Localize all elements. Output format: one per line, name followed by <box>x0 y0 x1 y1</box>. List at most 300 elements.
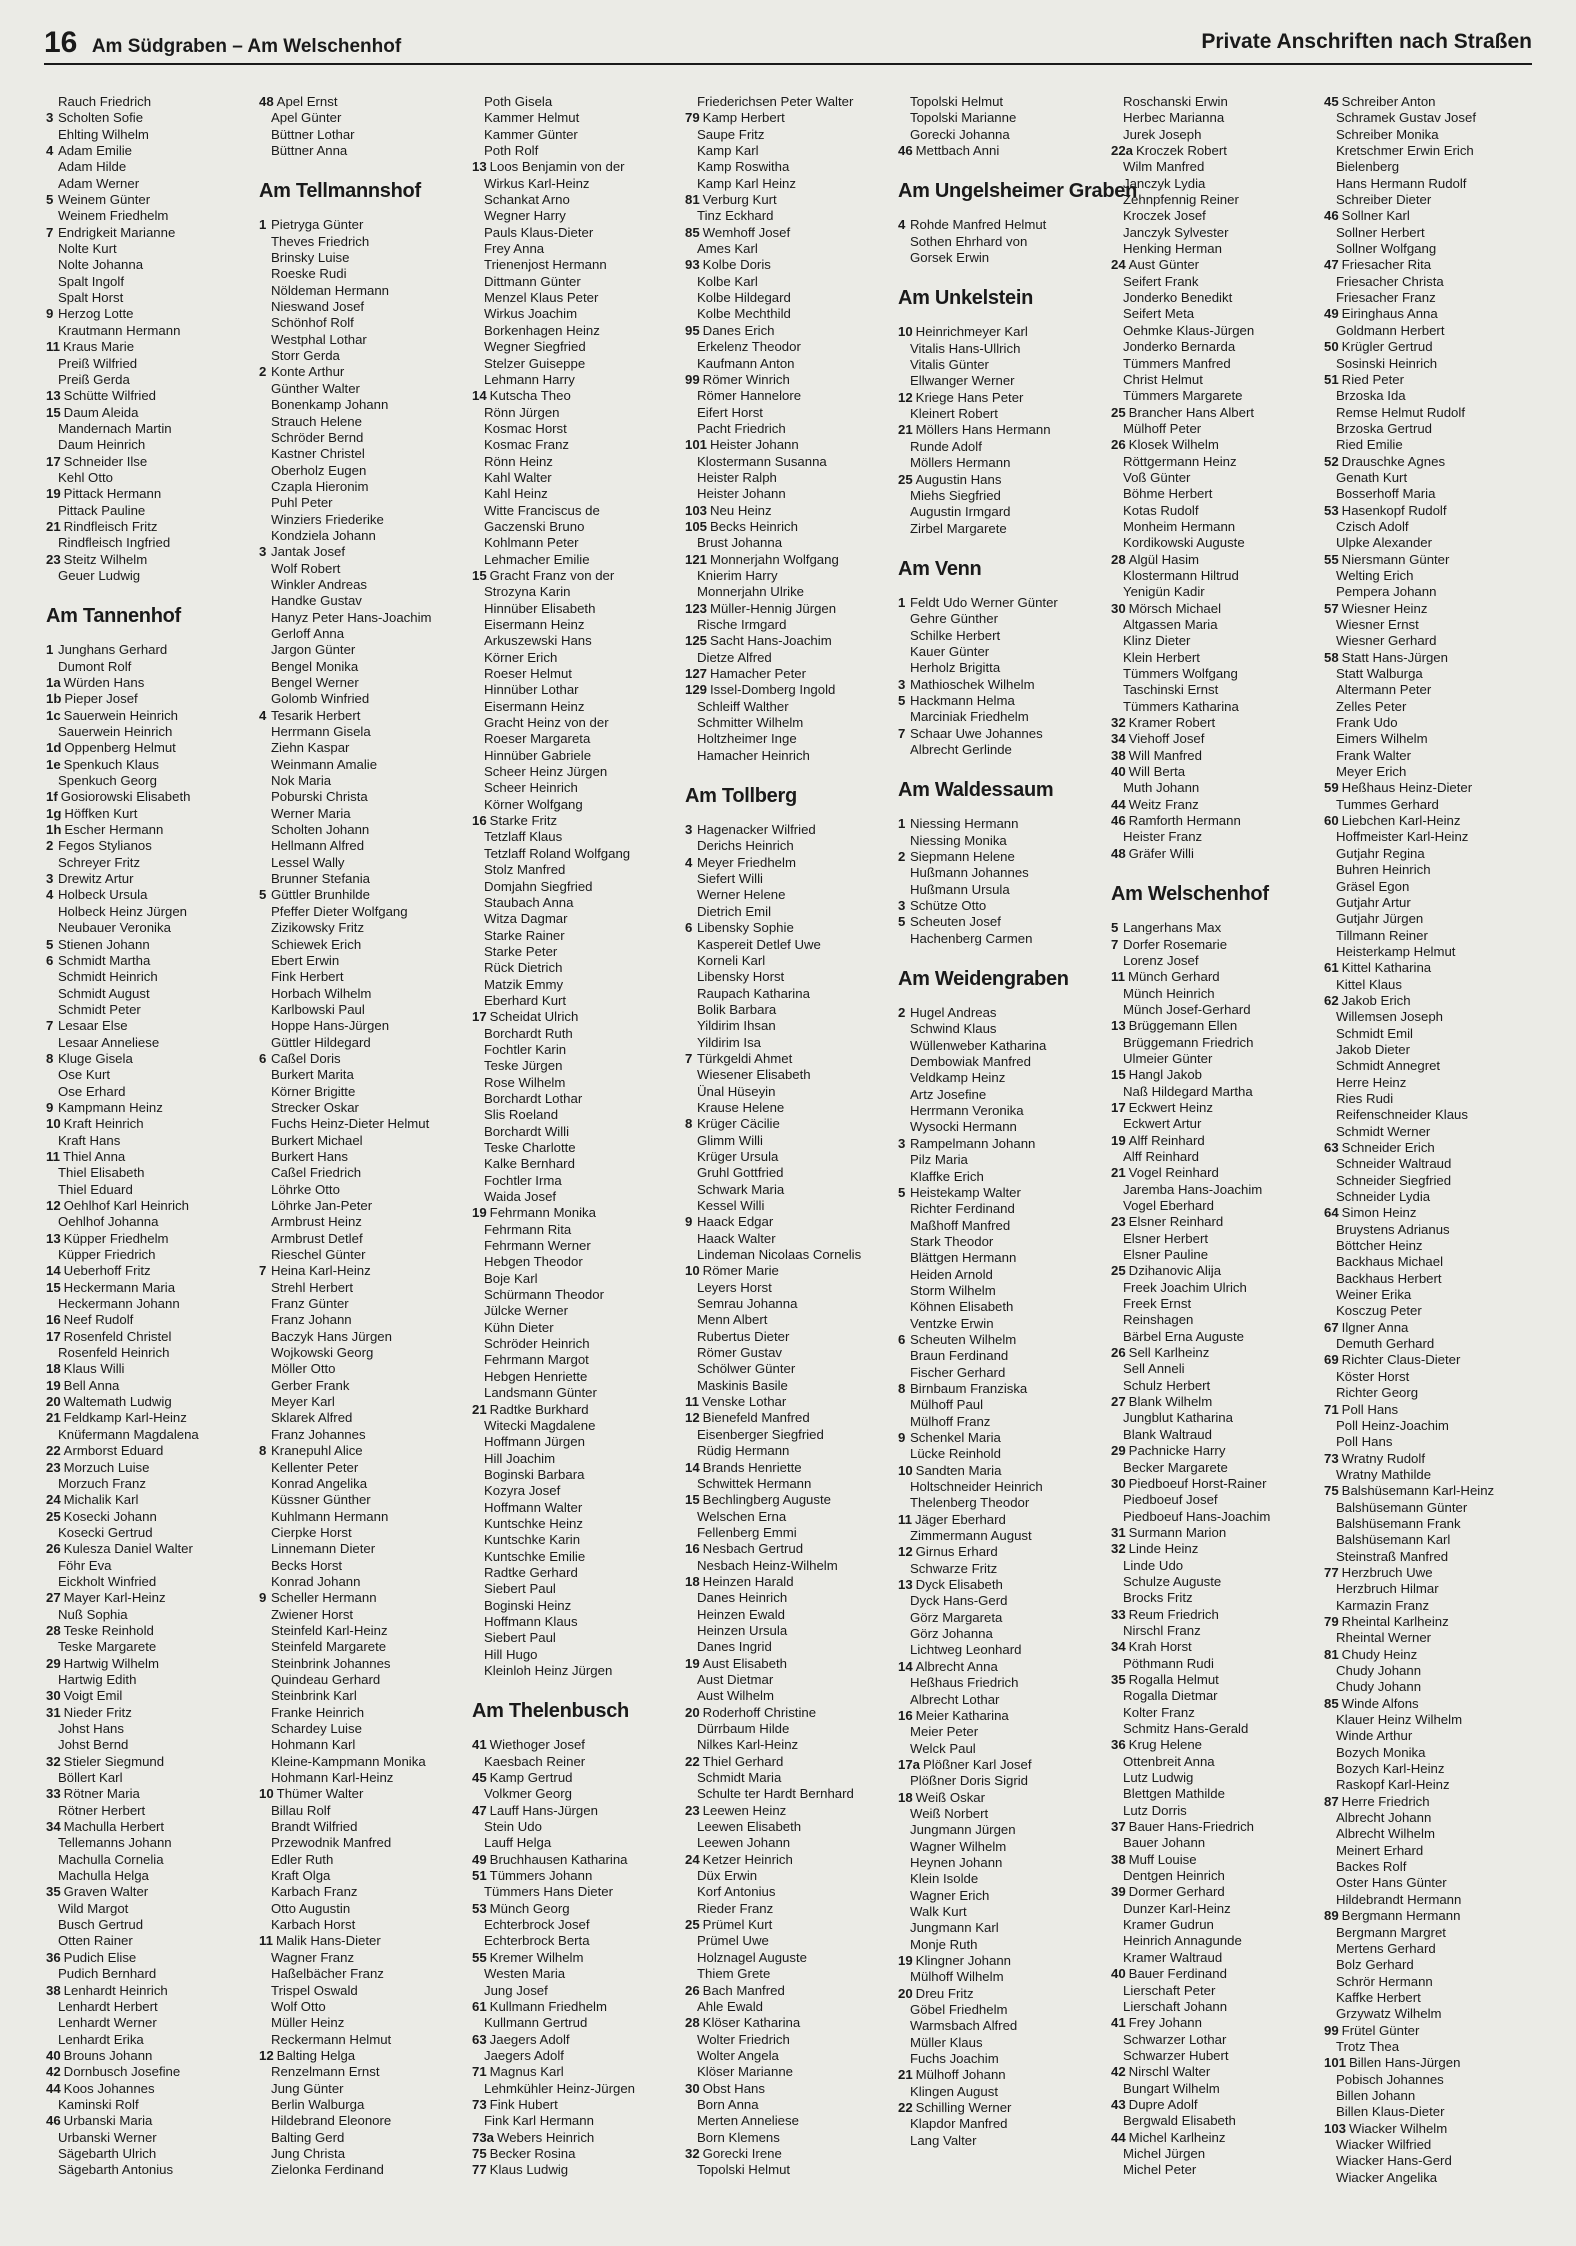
resident-entry <box>898 1430 1104 1446</box>
resident-name: Fegos Stylianos <box>58 838 152 854</box>
resident-entry <box>472 682 678 698</box>
resident-entry <box>472 1532 678 1548</box>
resident-name: Albrecht Anna <box>915 1658 998 1674</box>
resident-name: Otto Augustin <box>271 1900 351 1916</box>
resident-name: Kaspereit Detlef Uwe <box>697 936 821 952</box>
resident-entry <box>1111 143 1317 159</box>
house-number: 8 <box>259 1443 267 1459</box>
house-number: 1b <box>46 691 62 707</box>
resident-name: Wemhoff Josef <box>702 224 791 240</box>
resident-entry <box>46 1018 252 1034</box>
resident-entry <box>898 882 1104 898</box>
resident-name: Küpper Friedrich <box>58 1247 156 1263</box>
resident-name: Heistekamp Walter <box>910 1184 1021 1200</box>
resident-name: Gutjahr Regina <box>1336 845 1425 861</box>
resident-name: Frütel Günter <box>1341 2022 1420 2038</box>
address-columns <box>46 94 1534 2234</box>
resident-entry <box>898 677 1104 693</box>
house-number: 25 <box>1111 404 1126 420</box>
resident-entry <box>1111 454 1317 470</box>
resident-name: Hildebrandt Hermann <box>1336 1891 1462 1907</box>
resident-entry <box>46 2081 252 2097</box>
resident-name: Hoffmeister Karl-Heinz <box>1336 829 1469 845</box>
resident-entry <box>1324 1009 1530 1025</box>
resident-entry <box>259 1754 465 1770</box>
resident-entry <box>472 1868 678 1884</box>
resident-entry <box>472 1835 678 1851</box>
resident-entry <box>685 143 891 159</box>
resident-name: Vogel Reinhard <box>1128 1165 1219 1181</box>
resident-entry <box>898 595 1104 611</box>
resident-entry <box>46 1819 252 1835</box>
resident-entry <box>472 372 678 388</box>
resident-entry <box>1324 2153 1530 2169</box>
resident-name: Fochtler Karin <box>484 1041 567 1057</box>
resident-entry <box>898 488 1104 504</box>
resident-entry <box>898 1054 1104 1070</box>
resident-name: Stieler Siegmund <box>63 1753 165 1769</box>
resident-name: Wagner Wilhelm <box>910 1838 1007 1854</box>
resident-entry <box>472 388 678 404</box>
resident-entry <box>259 143 465 159</box>
resident-name: Ramforth Hermann <box>1128 813 1241 829</box>
resident-name: Wegner Harry <box>484 208 566 224</box>
resident-name: Klöser Katharina <box>702 2015 801 2031</box>
resident-entry <box>1111 633 1317 649</box>
resident-name: Krautmann Hermann <box>58 322 181 338</box>
resident-name: Gerber Frank <box>271 1377 350 1393</box>
resident-name: Dorfer Rosemarie <box>1123 936 1228 952</box>
resident-entry <box>898 1267 1104 1283</box>
resident-entry <box>259 1509 465 1525</box>
resident-name: Eickholt Winfried <box>58 1573 157 1589</box>
resident-entry <box>472 159 678 175</box>
house-number: 14 <box>472 388 487 404</box>
resident-name: Kroczek Robert <box>1136 143 1227 159</box>
resident-entry <box>898 1577 1104 1593</box>
resident-name: Sosinski Heinrich <box>1336 355 1438 371</box>
resident-name: Heister Johann <box>710 437 799 453</box>
resident-name: Kolbe Karl <box>697 273 758 289</box>
resident-name: Haack Walter <box>697 1230 776 1246</box>
resident-entry <box>685 1443 891 1459</box>
resident-name: Werner Maria <box>271 805 351 821</box>
resident-entry <box>259 659 465 675</box>
resident-name: Günther Walter <box>271 380 360 396</box>
resident-entry <box>1111 1884 1317 1900</box>
resident-entry <box>472 1320 678 1336</box>
resident-entry <box>46 1067 252 1083</box>
resident-entry <box>1324 1500 1530 1516</box>
house-number: 5 <box>259 887 267 903</box>
resident-name: Jaremba Hans-Joachim <box>1123 1181 1263 1197</box>
resident-name: Taschinski Ernst <box>1123 682 1219 698</box>
resident-name: Güttler Hildegard <box>271 1034 371 1050</box>
resident-name: Girnus Erhard <box>915 1544 998 1560</box>
resident-name: Schardey Luise <box>271 1721 362 1736</box>
resident-name: Schröder Bernd <box>271 429 364 445</box>
resident-entry <box>472 1852 678 1868</box>
resident-entry <box>259 593 465 609</box>
resident-entry <box>898 1218 1104 1234</box>
resident-entry <box>1324 682 1530 698</box>
resident-name: Schwarzer Lothar <box>1123 2031 1227 2047</box>
resident-name: Endrigkeit Marianne <box>58 224 176 240</box>
street-heading: Am Waldessaum <box>898 779 1054 802</box>
resident-entry <box>685 1280 891 1296</box>
resident-name: Schölwer Günter <box>697 1361 796 1377</box>
resident-name: Wüllenweber Katharina <box>910 1037 1047 1053</box>
resident-name: Libensky Sophie <box>697 920 794 936</box>
resident-entry <box>898 1642 1104 1658</box>
house-number: 25 <box>46 1508 61 1524</box>
house-number: 55 <box>1324 551 1339 567</box>
resident-name: Bozych Karl-Heinz <box>1336 1761 1445 1777</box>
resident-name: Kleine-Kampmann Monika <box>271 1753 426 1769</box>
resident-entry <box>1324 1369 1530 1385</box>
resident-entry <box>685 1214 891 1230</box>
resident-name: Lang Valter <box>910 2132 977 2148</box>
resident-entry <box>1111 1084 1317 1100</box>
resident-name: Lenhardt Werner <box>58 2015 157 2031</box>
resident-entry <box>1324 633 1530 649</box>
resident-entry <box>685 2146 891 2162</box>
resident-entry <box>1111 421 1317 437</box>
resident-entry <box>685 1623 891 1639</box>
resident-name: Apel Ernst <box>276 94 338 109</box>
resident-entry <box>1324 1957 1530 1973</box>
resident-name: Teske Margarete <box>58 1639 157 1655</box>
resident-entry <box>1111 2162 1317 2178</box>
resident-name: Wolter Angela <box>697 2047 779 2063</box>
resident-name: Ehlting Wilhelm <box>58 126 149 142</box>
resident-name: Wiesener Elisabeth <box>697 1067 811 1083</box>
resident-entry <box>472 2048 678 2064</box>
resident-entry <box>1324 1075 1530 1091</box>
resident-entry <box>46 290 252 306</box>
resident-entry <box>898 1790 1104 1806</box>
resident-entry <box>1111 127 1317 143</box>
resident-name: Schwittek Hermann <box>697 1475 812 1491</box>
house-number: 13 <box>472 159 487 175</box>
resident-name: Jung Christa <box>271 2145 346 2161</box>
resident-entry <box>1324 1794 1530 1810</box>
resident-name: Pudich Elise <box>63 1949 137 1965</box>
resident-entry <box>472 1663 678 1679</box>
resident-name: Kaufmann Anton <box>697 355 795 371</box>
resident-name: Heßhaus Heinz-Dieter <box>1341 780 1473 796</box>
resident-name: Römer Hannelore <box>697 388 802 404</box>
house-number: 15 <box>1111 1067 1126 1083</box>
resident-name: Gorecki Irene <box>702 2145 782 2161</box>
resident-name: Dreu Fritz <box>915 1985 974 2001</box>
resident-name: Eisermann Heinz <box>484 617 585 632</box>
resident-entry <box>898 1855 1104 1871</box>
resident-entry <box>685 290 891 306</box>
resident-name: Kutscha Theo <box>489 388 571 404</box>
resident-entry <box>46 1443 252 1459</box>
resident-entry <box>259 127 465 143</box>
house-number: 3 <box>898 898 906 914</box>
resident-entry <box>472 1173 678 1189</box>
resident-name: Starke Rainer <box>484 927 565 943</box>
house-number: 1 <box>46 642 54 658</box>
resident-entry <box>1111 1116 1317 1132</box>
resident-entry <box>259 1198 465 1214</box>
resident-name: Muth Johann <box>1123 780 1200 796</box>
resident-name: Fochtler Irma <box>484 1172 562 1188</box>
resident-entry <box>46 1574 252 1590</box>
resident-entry <box>472 780 678 796</box>
resident-name: Jonderko Benedikt <box>1123 290 1233 306</box>
resident-entry <box>259 1067 465 1083</box>
resident-name: Nieswand Josef <box>271 299 365 315</box>
resident-name: Hasenkopf Rudolf <box>1341 502 1447 518</box>
resident-name: Wojkowski Georg <box>271 1345 374 1361</box>
resident-name: Ose Erhard <box>58 1083 126 1099</box>
resident-entry <box>898 94 1104 110</box>
resident-name: Derichs Heinrich <box>697 838 794 854</box>
resident-name: Kluge Gisela <box>58 1050 133 1066</box>
resident-entry <box>46 1672 252 1688</box>
resident-name: Rindfleisch Fritz <box>63 518 158 534</box>
resident-entry <box>1324 1254 1530 1270</box>
resident-name: Bonenkamp Johann <box>271 397 389 413</box>
resident-name: Starke Peter <box>484 943 558 959</box>
resident-name: Kahl Walter <box>484 469 552 485</box>
house-number: 7 <box>259 1263 267 1279</box>
resident-name: Kotas Rudolf <box>1123 502 1199 518</box>
resident-name: Rubertus Dieter <box>697 1328 790 1344</box>
resident-entry <box>1324 928 1530 944</box>
resident-entry <box>1111 1427 1317 1443</box>
resident-name: Weinmann Amalie <box>271 756 378 772</box>
resident-entry <box>1111 1492 1317 1508</box>
resident-name: Blank Waltraud <box>1123 1426 1212 1442</box>
resident-entry <box>1324 813 1530 829</box>
resident-entry <box>1324 1467 1530 1483</box>
resident-name: Spenkuch Klaus <box>63 756 159 772</box>
resident-name: Kleinert Robert <box>910 406 998 422</box>
resident-entry <box>898 2018 1104 2034</box>
resident-entry <box>898 1397 1104 1413</box>
resident-entry <box>472 1565 678 1581</box>
resident-entry <box>472 1999 678 2015</box>
resident-entry <box>472 290 678 306</box>
resident-name: Düx Erwin <box>697 1868 758 1884</box>
house-number: 11 <box>46 339 60 355</box>
resident-name: Jonderko Bernarda <box>1123 339 1236 355</box>
house-number: 16 <box>472 813 487 829</box>
resident-name: Bechlingberg Auguste <box>702 1492 831 1508</box>
resident-name: Preiß Gerda <box>58 371 130 387</box>
resident-name: Augustin Irmgard <box>910 504 1011 520</box>
resident-name: Körner Wolfgang <box>484 796 583 812</box>
resident-name: Volkmer Georg <box>484 1786 572 1802</box>
house-number: 15 <box>46 1279 61 1295</box>
resident-name: Rohde Manfred Helmut <box>910 217 1047 233</box>
house-number: 45 <box>472 1770 487 1786</box>
resident-entry <box>259 789 465 805</box>
resident-name: Ames Karl <box>697 241 758 257</box>
resident-name: Niersmann Günter <box>1341 551 1450 567</box>
resident-name: Tümmers Wolfgang <box>1123 666 1238 682</box>
resident-entry <box>46 1378 252 1394</box>
resident-entry <box>685 519 891 535</box>
resident-name: Caßel Friedrich <box>271 1165 362 1181</box>
resident-entry <box>898 2002 1104 2018</box>
resident-entry <box>898 2084 1104 2100</box>
house-number: 12 <box>898 389 913 405</box>
house-number: 17 <box>46 453 61 469</box>
resident-entry <box>259 1100 465 1116</box>
house-number: 101 <box>1324 2055 1347 2071</box>
resident-entry <box>1324 1418 1530 1434</box>
resident-entry <box>1324 1712 1530 1728</box>
resident-name: Hildebrand Eleonore <box>271 2113 392 2129</box>
house-number: 6 <box>898 1331 906 1347</box>
resident-entry <box>46 1509 252 1525</box>
resident-entry <box>685 1133 891 1149</box>
resident-name: Spalt Horst <box>58 290 124 306</box>
resident-name: Jungmann Karl <box>910 1920 999 1936</box>
resident-entry <box>898 1888 1104 1904</box>
resident-entry <box>898 628 1104 644</box>
street-heading: Am Tellmannshof <box>259 180 421 203</box>
resident-name: Michel Peter <box>1123 2162 1197 2178</box>
resident-entry <box>898 504 1104 520</box>
resident-entry <box>259 1705 465 1721</box>
house-number: 17 <box>1111 1099 1126 1115</box>
resident-entry <box>1111 1280 1317 1296</box>
resident-name: Lutz Ludwig <box>1123 1770 1194 1786</box>
resident-name: Preiß Wilfried <box>58 355 138 371</box>
resident-name: Sell Karlheinz <box>1128 1345 1210 1361</box>
house-number: 95 <box>685 322 700 338</box>
resident-entry <box>1324 1320 1530 1336</box>
resident-name: Zizikowsky Fritz <box>271 920 365 936</box>
resident-name: Lenhardt Herbert <box>58 1998 158 2014</box>
resident-entry <box>1324 1647 1530 1663</box>
resident-name: Kondziela Johann <box>271 527 376 543</box>
resident-entry <box>1111 650 1317 666</box>
resident-entry <box>1324 1352 1530 1368</box>
resident-name: Lauff Hans-Jürgen <box>489 1802 598 1818</box>
resident-entry <box>685 887 891 903</box>
resident-entry <box>46 1133 252 1149</box>
resident-name: Zelles Peter <box>1336 698 1407 714</box>
resident-entry <box>898 931 1104 947</box>
resident-name: Reifenschneider Klaus <box>1336 1107 1468 1123</box>
resident-name: Saupe Fritz <box>697 126 765 142</box>
house-number: 1g <box>46 805 62 821</box>
house-number: 4 <box>259 707 267 723</box>
house-number: 48 <box>259 94 274 109</box>
resident-entry <box>259 969 465 985</box>
resident-entry <box>685 1460 891 1476</box>
resident-name: Hill Joachim <box>484 1450 556 1466</box>
resident-name: Becker Rosina <box>489 2145 576 2161</box>
resident-name: Rogalla Dietmar <box>1123 1688 1218 1704</box>
resident-entry <box>1324 993 1530 1009</box>
resident-entry <box>1111 1983 1317 1999</box>
resident-entry <box>472 1091 678 1107</box>
house-number: 125 <box>685 633 708 649</box>
house-number: 10 <box>46 1116 61 1132</box>
resident-entry <box>685 904 891 920</box>
resident-entry <box>685 1656 891 1672</box>
resident-name: Gracht Franz von der <box>489 567 615 583</box>
house-number: 87 <box>1324 1793 1339 1809</box>
resident-entry <box>685 2032 891 2048</box>
resident-entry <box>259 1051 465 1067</box>
resident-entry <box>898 693 1104 709</box>
resident-name: Boginski Barbara <box>484 1466 585 1482</box>
resident-entry <box>1324 1826 1530 1842</box>
resident-entry <box>46 1296 252 1312</box>
resident-entry <box>1111 920 1317 936</box>
house-number: 7 <box>685 1050 693 1066</box>
resident-entry <box>1324 764 1530 780</box>
resident-entry <box>472 1598 678 1614</box>
house-number: 127 <box>685 666 708 682</box>
resident-name: Chudy Heinz <box>1341 1646 1418 1662</box>
resident-name: Hebgen Henriette <box>484 1368 588 1384</box>
resident-name: Janczyk Sylvester <box>1123 224 1229 240</box>
resident-entry <box>472 2113 678 2129</box>
resident-name: Bruystens Adrianus <box>1336 1221 1450 1237</box>
resident-name: Armbrust Heinz <box>271 1214 362 1230</box>
resident-name: Michel Karlheinz <box>1128 2129 1226 2145</box>
house-number: 4 <box>46 887 54 903</box>
resident-name: Nirschl Franz <box>1123 1622 1201 1638</box>
resident-entry <box>1324 2088 1530 2104</box>
resident-name: Karmazin Franz <box>1336 1597 1430 1613</box>
resident-name: Jargon Günter <box>271 642 356 658</box>
resident-name: Scheer Heinrich <box>484 780 578 796</box>
resident-entry <box>1324 1156 1530 1172</box>
resident-entry <box>1324 797 1530 813</box>
resident-entry <box>898 1920 1104 1936</box>
resident-name: Michalik Karl <box>63 1492 139 1508</box>
resident-name: Lesaar Anneliese <box>58 1034 160 1050</box>
resident-entry <box>685 1051 891 1067</box>
house-number: 69 <box>1324 1352 1339 1368</box>
resident-entry <box>46 708 252 724</box>
resident-entry <box>46 740 252 756</box>
resident-entry <box>259 1901 465 1917</box>
resident-entry <box>1111 176 1317 192</box>
resident-name: Knierim Harry <box>697 567 778 583</box>
house-number: 25 <box>898 471 913 487</box>
resident-entry <box>472 846 678 862</box>
resident-entry <box>1111 1933 1317 1949</box>
resident-entry <box>259 1427 465 1443</box>
resident-name: Seifert Meta <box>1123 306 1195 322</box>
resident-name: Prümel Kurt <box>702 1917 773 1933</box>
resident-name: Radtke Gerhard <box>484 1564 578 1580</box>
resident-entry <box>1111 953 1317 969</box>
resident-name: Dumont Rolf <box>58 658 132 674</box>
house-number: 13 <box>46 1230 61 1246</box>
resident-entry <box>472 519 678 535</box>
resident-name: Fink Karl Hermann <box>484 2113 594 2129</box>
resident-name: Klosek Wilhelm <box>1128 437 1219 453</box>
resident-entry <box>259 234 465 250</box>
resident-entry <box>1324 829 1530 845</box>
resident-name: Stienen Johann <box>58 936 150 952</box>
resident-entry <box>46 724 252 740</box>
